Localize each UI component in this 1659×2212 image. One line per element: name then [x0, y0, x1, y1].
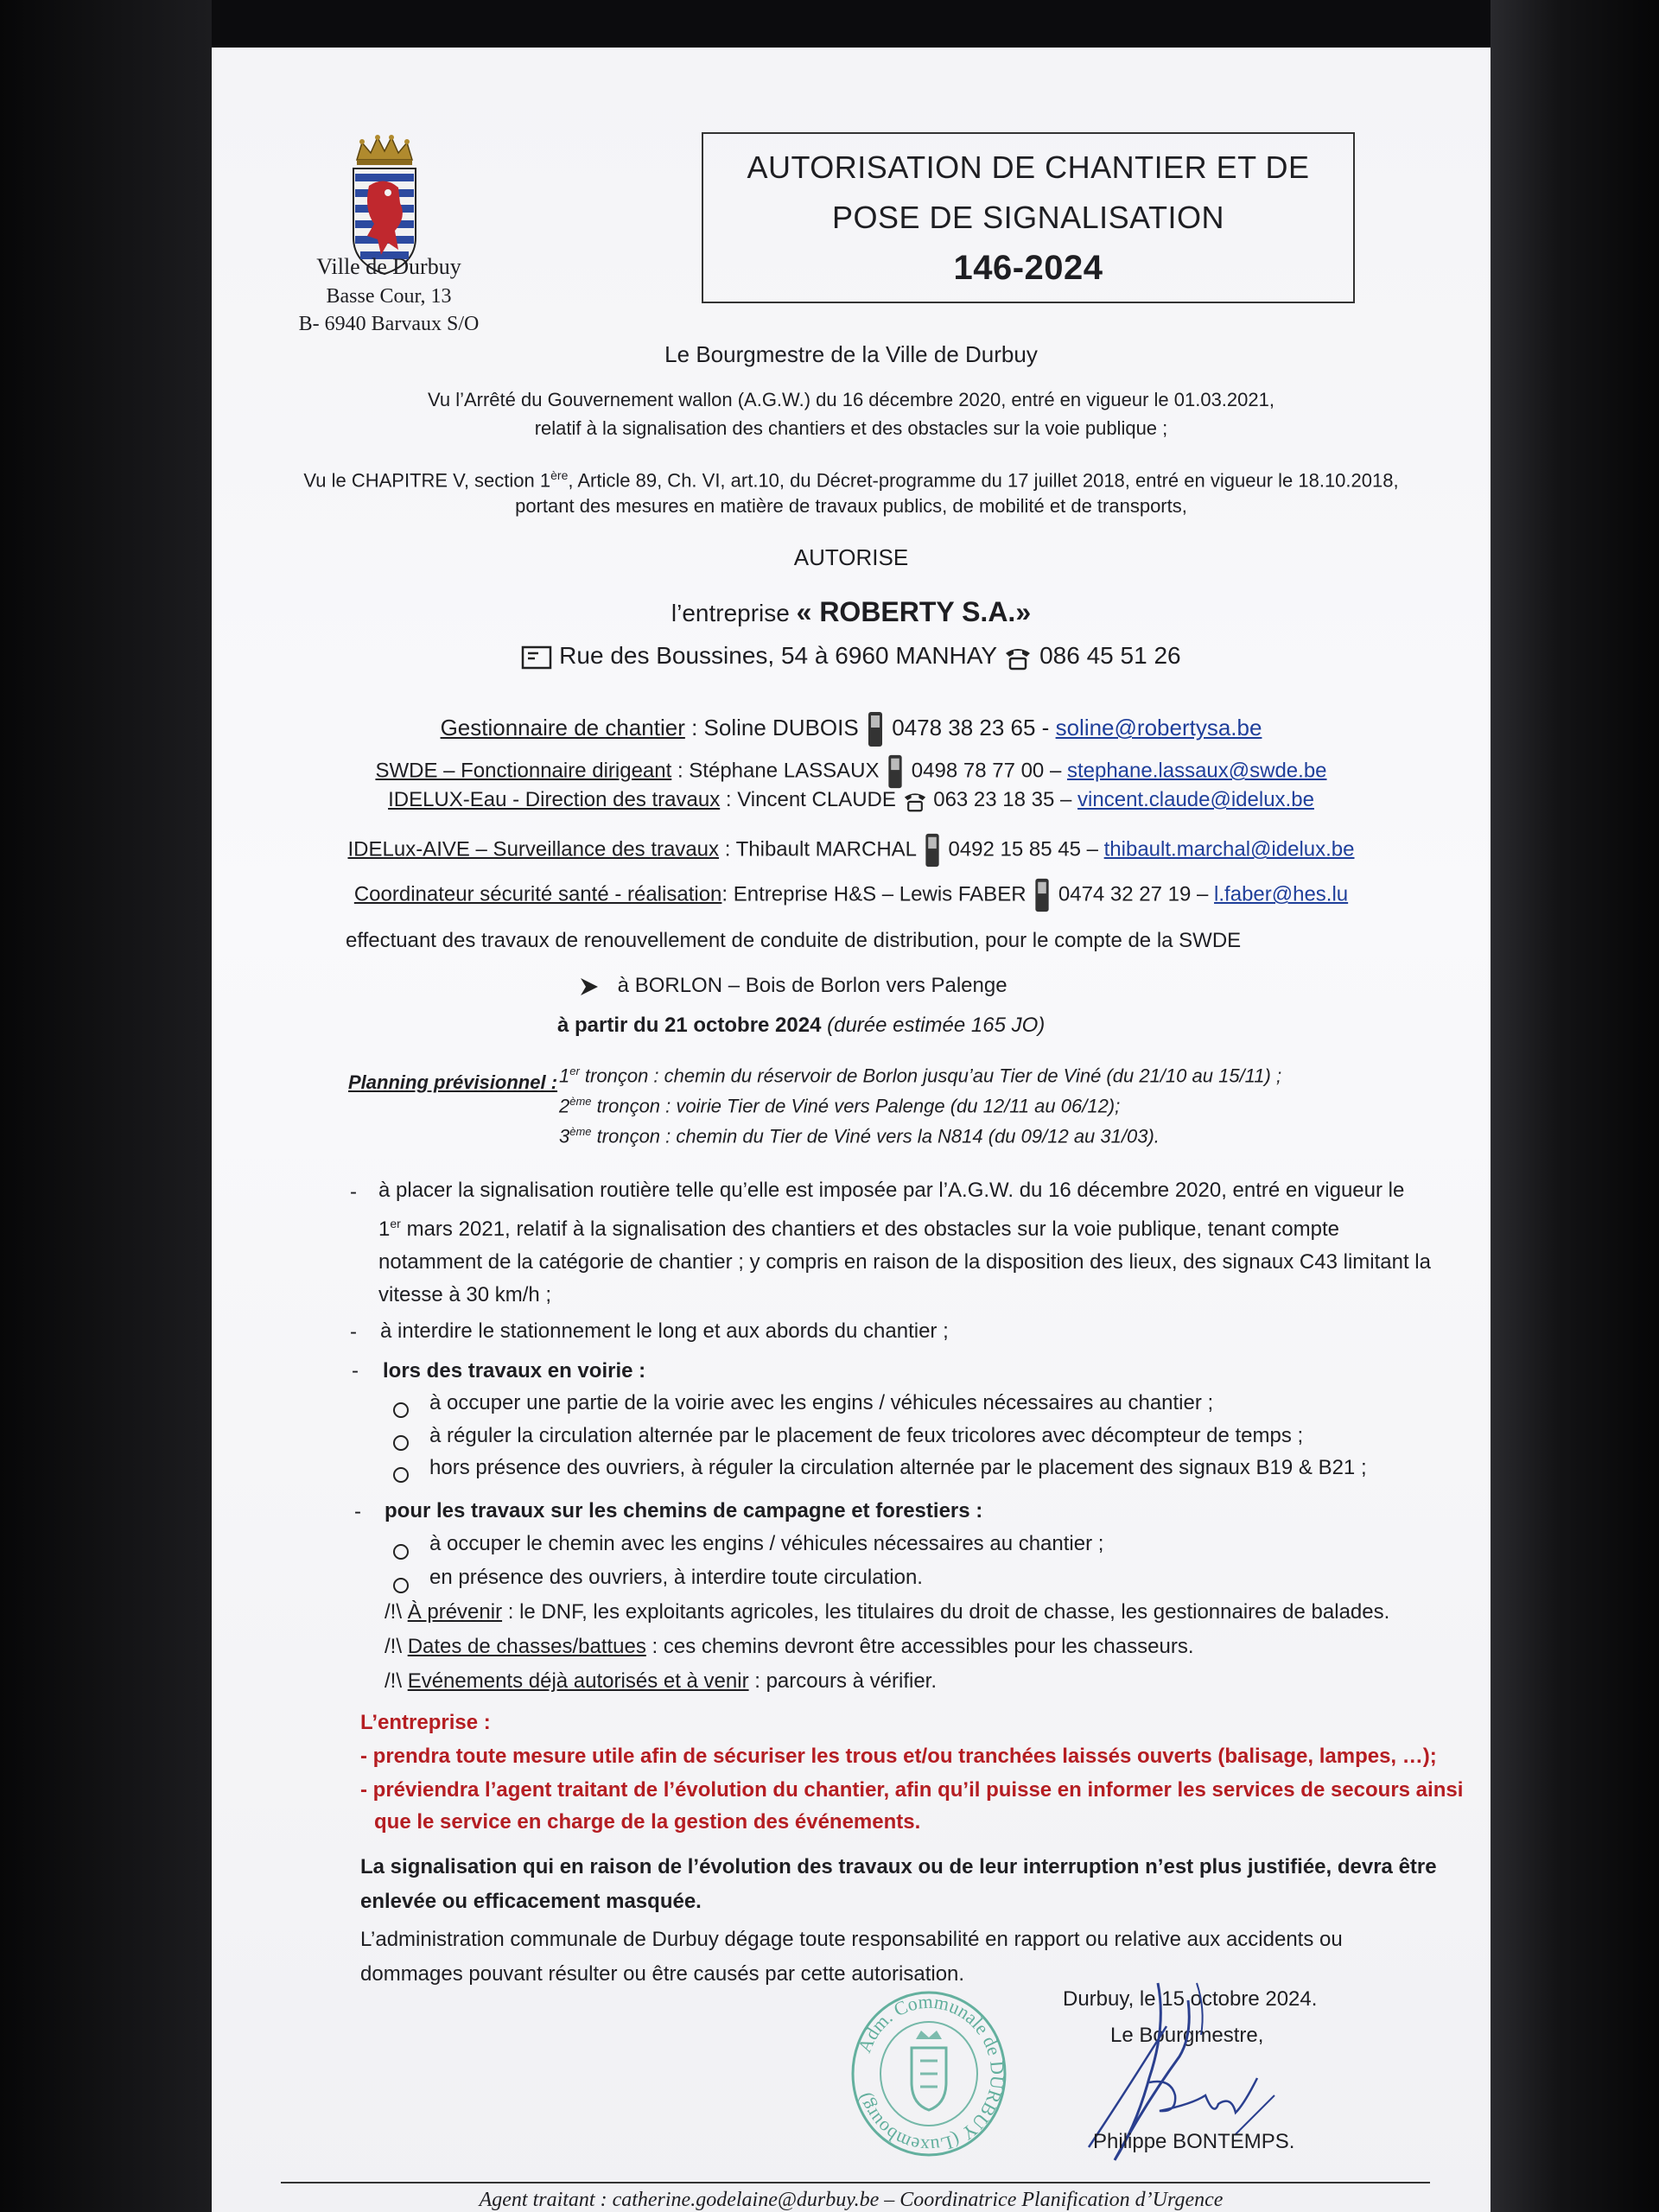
- condition-3-item-1: à occuper une partie de la voirie avec les engins / véhicules nécessaires au chantier ;: [429, 1391, 1214, 1414]
- telephone-icon: [1003, 645, 1033, 671]
- mobile-phone-icon: [1032, 877, 1052, 913]
- footer-contact: Agent traitant : catherine.godelaine@durbuy.be – Coordinatrice Planification d’Urgence: [479, 2189, 1224, 2211]
- condition-3-dash: -: [352, 1359, 359, 1382]
- autorise-heading: AUTORISE: [793, 544, 909, 570]
- condition-1: à placer la signalisation routière telle qu’elle est imposée par l’A.G.W. du 16 décembre 2020, entré en vigueur le 1er mars 2021, relatif à la signalisation des chantiers et des obstacles sur la voie publique, tenant compte notamment de la catégorie de chantier ; y compris en raison de la disposition des lieux, des signaux C43 limitant la vitesse à 30 km/h ;: [378, 1179, 1431, 1306]
- vu2-line1: Vu le CHAPITRE V, section 1ère, Article 89, Ch. VI, art.10, du Décret-programme du 17 juillet 2018, entré en vigueur le 18.10.2018,: [303, 468, 1399, 492]
- background-left: [0, 0, 212, 2212]
- contact-email-link[interactable]: stephane.lassaux@swde.be: [1066, 759, 1327, 783]
- planning-label: Planning prévisionnel :: [348, 1071, 558, 1093]
- warning-1: /!\ À prévenir : le DNF, les exploitants agricoles, les titulaires du droit de chasse, les gestionnaires de balades.: [385, 1600, 1390, 1624]
- issuer-line: Le Bourgmestre de la Ville de Durbuy: [664, 341, 1038, 367]
- municipal-stamp: [847, 1987, 1011, 2160]
- company-phone: 086 45 51 26: [1039, 642, 1181, 669]
- circle-bullet-icon: [393, 1544, 409, 1560]
- contact-row-4: IDELux-AIVE – Surveillance des travaux : Thibault MARCHAL 0492 15 85 45 – thibault.marchal@idelux.be: [212, 832, 1491, 868]
- circle-bullet-icon: [393, 1467, 409, 1483]
- condition-3-item-3: hors présence des ouvriers, à réguler la circulation alternée par le placement des signaux B19 & B21 ;: [429, 1456, 1367, 1479]
- letter-icon: [521, 645, 552, 671]
- background-right: [1491, 0, 1659, 2212]
- works-location-line: à BORLON – Bois de Borlon vers Palenge: [579, 974, 1007, 998]
- document-page: [212, 48, 1491, 2212]
- circle-bullet-icon: [393, 1402, 409, 1418]
- signature-role: Le Bourgmestre,: [1110, 2024, 1264, 2047]
- vu1-line1: Vu l’Arrêté du Gouvernement wallon (A.G.W.) du 16 décembre 2020, entré en vigueur le 01.03.2021,: [428, 389, 1274, 410]
- condition-3-item-2: à réguler la circulation alternée par le placement de feux tricolores avec décompteur de temps ;: [429, 1424, 1304, 1447]
- svg-text:Adm. Communale de DURBUY (Luxe: Adm. Communale de DURBUY (Luxembourg): [852, 1990, 1009, 2158]
- contact-email-link[interactable]: l.faber@hes.lu: [1214, 882, 1349, 906]
- contact-row-5: Coordinateur sécurité santé - réalisation: Entreprise H&S – Lewis FABER 0474 32 27 19 – l.faber@hes.lu: [212, 877, 1491, 913]
- footer-divider: [281, 2182, 1430, 2183]
- company-duty-2-line1: - préviendra l’agent traitant de l’évolution du chantier, afin qu’il puisse en informer les services de secours ainsi: [360, 1778, 1464, 1802]
- arrowhead-bullet-icon: [579, 976, 600, 997]
- vu1-line2: relatif à la signalisation des chantiers et des obstacles sur la voie publique ;: [534, 417, 1168, 439]
- vu2-line2: portant des mesures en matière de travaux publics, de mobilité et de transports,: [515, 495, 1187, 517]
- contact-email-link[interactable]: vincent.claude@idelux.be: [1077, 788, 1314, 811]
- contact-row-3: IDELUX-Eau - Direction des travaux : Vincent CLAUDE 063 23 18 35 – vincent.claude@idelux.be: [388, 788, 1314, 811]
- works-start-line: à partir du 21 octobre 2024 (durée estimée 165 JO): [557, 1014, 1046, 1037]
- warning-2: /!\ Dates de chasses/battues : ces chemins devront être accessibles pour les chasseurs.: [385, 1635, 1194, 1658]
- title-line1: AUTORISATION DE CHANTIER ET DE: [747, 149, 1310, 185]
- title-number: 146-2024: [953, 249, 1103, 287]
- city-name: Ville de Durbuy: [316, 254, 461, 279]
- mobile-phone-icon: [865, 710, 886, 748]
- condition-2-dash: -: [350, 1320, 357, 1344]
- company-address: Rue des Boussines, 54 à 6960 MANHAY: [559, 642, 997, 669]
- condition-4-item-2: en présence des ouvriers, à interdire toute circulation.: [429, 1566, 923, 1589]
- condition-3-title: lors des travaux en voirie :: [383, 1359, 646, 1382]
- works-description: effectuant des travaux de renouvellement de conduite de distribution, pour le compte de la SWDE: [346, 929, 1242, 952]
- telephone-icon: [902, 790, 928, 812]
- condition-1-dash: -: [350, 1180, 357, 1204]
- company-address-line: [212, 642, 1491, 671]
- company-duties-title: L’entreprise :: [360, 1711, 491, 1734]
- planning-item-2: 2ème tronçon : voirie Tier de Viné vers Palenge (du 12/11 au 06/12);: [559, 1095, 1121, 1117]
- contact-row-2: SWDE – Fonctionnaire dirigeant : Stéphane LASSAUX 0498 78 77 00 – stephane.lassaux@swde.be: [212, 753, 1491, 790]
- closing-paragraph-2: L’administration communale de Durbuy dégage toute responsabilité en rapport ou relative aux accidents ou dommages pouvant résulter ou être causés par cette autorisation.: [360, 1928, 1343, 1986]
- planning-item-1: 1er tronçon : chemin du réservoir de Borlon jusqu’au Tier de Viné (du 21/10 au 15/11) ;: [559, 1065, 1282, 1087]
- condition-4-item-1: à occuper le chemin avec les engins / véhicules nécessaires au chantier ;: [429, 1532, 1104, 1555]
- closing-paragraph-1: La signalisation qui en raison de l’évolution des travaux ou de leur interruption n’est plus justifiée, devra être enlevée ou efficacement masquée.: [360, 1855, 1437, 1913]
- circle-bullet-icon: [393, 1578, 409, 1593]
- company-duty-2-line2: que le service en charge de la gestion des événements.: [374, 1810, 921, 1834]
- city-address-line2: B- 6940 Barvaux S/O: [298, 313, 480, 335]
- company-name: « ROBERTY S.A.»: [796, 596, 1032, 627]
- signatory-name: Philippe BONTEMPS.: [1093, 2130, 1295, 2153]
- planning-item-3: 3ème tronçon : chemin du Tier de Viné vers la N814 (du 09/12 au 31/03).: [559, 1125, 1160, 1147]
- condition-4-title: pour les travaux sur les chemins de campagne et forestiers :: [385, 1499, 983, 1522]
- contact-email-link[interactable]: soline@robertysa.be: [1055, 714, 1262, 741]
- mobile-phone-icon: [885, 753, 906, 790]
- company-duty-1: - prendra toute mesure utile afin de sécuriser les trous et/ou tranchées laissés ouverts (balisage, lampes, …);: [360, 1745, 1437, 1768]
- contact-row-1: Gestionnaire de chantier : Soline DUBOIS 0478 38 23 65 - soline@robertysa.be: [212, 710, 1491, 748]
- city-address-line1: Basse Cour, 13: [326, 285, 452, 308]
- company-line: [212, 596, 1491, 628]
- company-prefix: l’entreprise: [671, 600, 790, 626]
- title-line2: POSE DE SIGNALISATION: [832, 200, 1224, 235]
- signature-place-date: Durbuy, le 15 octobre 2024.: [1063, 1987, 1318, 2011]
- condition-2: à interdire le stationnement le long et aux abords du chantier ;: [380, 1319, 949, 1343]
- contact-email-link[interactable]: thibault.marchal@idelux.be: [1103, 837, 1355, 861]
- warning-3: /!\ Evénements déjà autorisés et à venir : parcours à vérifier.: [385, 1669, 937, 1693]
- condition-4-dash: -: [354, 1500, 361, 1523]
- document-title-box: [702, 132, 1355, 303]
- circle-bullet-icon: [393, 1435, 409, 1451]
- mobile-phone-icon: [922, 832, 943, 868]
